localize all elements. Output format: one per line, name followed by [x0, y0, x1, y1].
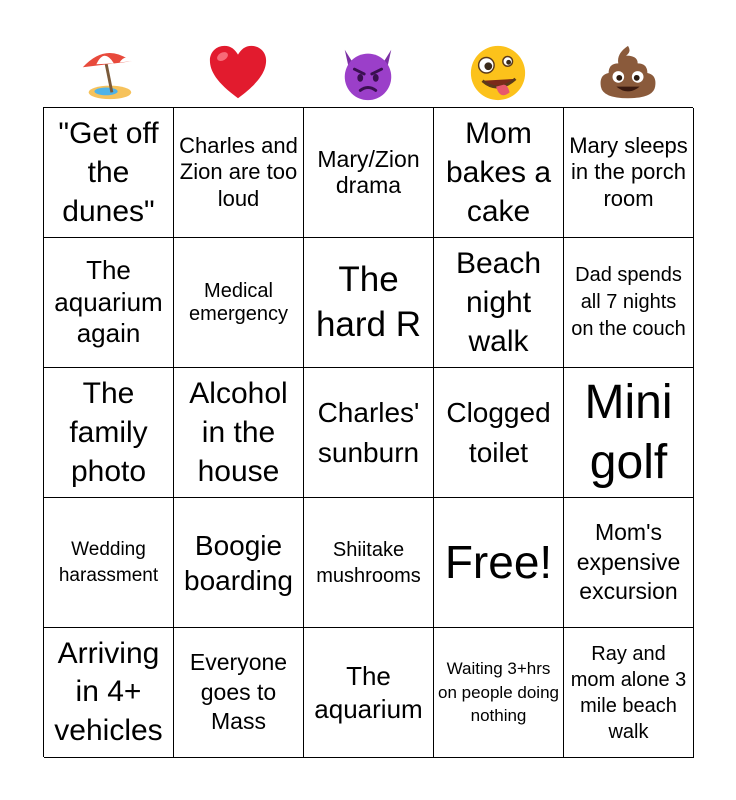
bingo-cell[interactable]: [174, 628, 304, 758]
bingo-cell-text: "Get off the dunes": [58, 117, 159, 228]
bingo-board: [43, 107, 693, 757]
bingo-cell-text: Medical emergency: [189, 280, 288, 325]
bingo-cell[interactable]: [434, 238, 564, 368]
bingo-cell-text: Mom bakes a cake: [445, 117, 552, 228]
bingo-cell[interactable]: [434, 628, 564, 758]
bingo-cell[interactable]: [44, 108, 174, 238]
beach-umbrella-icon: [43, 40, 173, 106]
bingo-cell[interactable]: [304, 368, 434, 498]
bingo-cell-text: Clogged toilet: [446, 397, 551, 468]
pile-of-poo-icon: [563, 40, 693, 106]
bingo-cell[interactable]: [564, 238, 694, 368]
free-space-label: Free!: [444, 535, 553, 588]
bingo-cell[interactable]: [564, 368, 694, 498]
bingo-cell-text: The aquarium again: [54, 254, 163, 349]
bingo-cell-text: Boogie boarding: [184, 529, 293, 596]
bingo-cell-text: Wedding harassment: [58, 538, 159, 586]
bingo-cell[interactable]: [44, 498, 174, 628]
bingo-cell[interactable]: [564, 628, 694, 758]
bingo-cell-text: Beach night walk: [455, 247, 542, 358]
bingo-cell[interactable]: [44, 238, 174, 368]
bingo-cell[interactable]: [304, 108, 434, 238]
zany-face-icon: [433, 40, 563, 106]
bingo-cell-text: Shiitake mushrooms: [316, 538, 421, 587]
bingo-cell-text: Charles and Zion are too loud: [179, 132, 298, 211]
bingo-cell[interactable]: [174, 498, 304, 628]
bingo-cell-text: Alcohol in the house: [189, 377, 288, 488]
bingo-cell[interactable]: [434, 368, 564, 498]
bingo-cell-text: The family photo: [69, 377, 148, 488]
bingo-cell[interactable]: [434, 108, 564, 238]
bingo-cell[interactable]: [304, 628, 434, 758]
bingo-cell-text: Waiting 3+hrs on people doing nothing: [437, 659, 559, 726]
bingo-cell[interactable]: [174, 238, 304, 368]
bingo-cell-text: Mary sleeps in the porch room: [569, 132, 688, 211]
red-heart-icon: [173, 40, 303, 106]
bingo-cell-text: The aquarium: [314, 661, 423, 724]
bingo-cell[interactable]: [564, 498, 694, 628]
free-space-cell[interactable]: [434, 498, 564, 628]
bingo-cell[interactable]: [564, 108, 694, 238]
bingo-cell-text: Mary/Zion drama: [317, 145, 420, 198]
bingo-cell-text: Everyone goes to Mass: [189, 648, 288, 735]
bingo-cell-text: Mini golf: [584, 375, 673, 489]
bingo-cell-text: Arriving in 4+ vehicles: [54, 636, 163, 747]
bingo-cell[interactable]: [304, 498, 434, 628]
bingo-cell-text: Charles' sunburn: [317, 397, 420, 468]
bingo-cell[interactable]: [44, 368, 174, 498]
bingo-cell-text: Dad spends all 7 nights on the couch: [571, 264, 686, 340]
bingo-cell[interactable]: [174, 108, 304, 238]
bingo-cell-text: Mom's expensive excursion: [576, 519, 681, 605]
bingo-header: [43, 40, 693, 106]
bingo-cell[interactable]: [304, 238, 434, 368]
bingo-cell[interactable]: [174, 368, 304, 498]
angry-devil-icon: [303, 40, 433, 106]
bingo-cell-text: Ray and mom alone 3 mile beach walk: [570, 642, 687, 743]
bingo-cell[interactable]: [44, 628, 174, 758]
bingo-cell-text: The hard R: [315, 259, 422, 344]
